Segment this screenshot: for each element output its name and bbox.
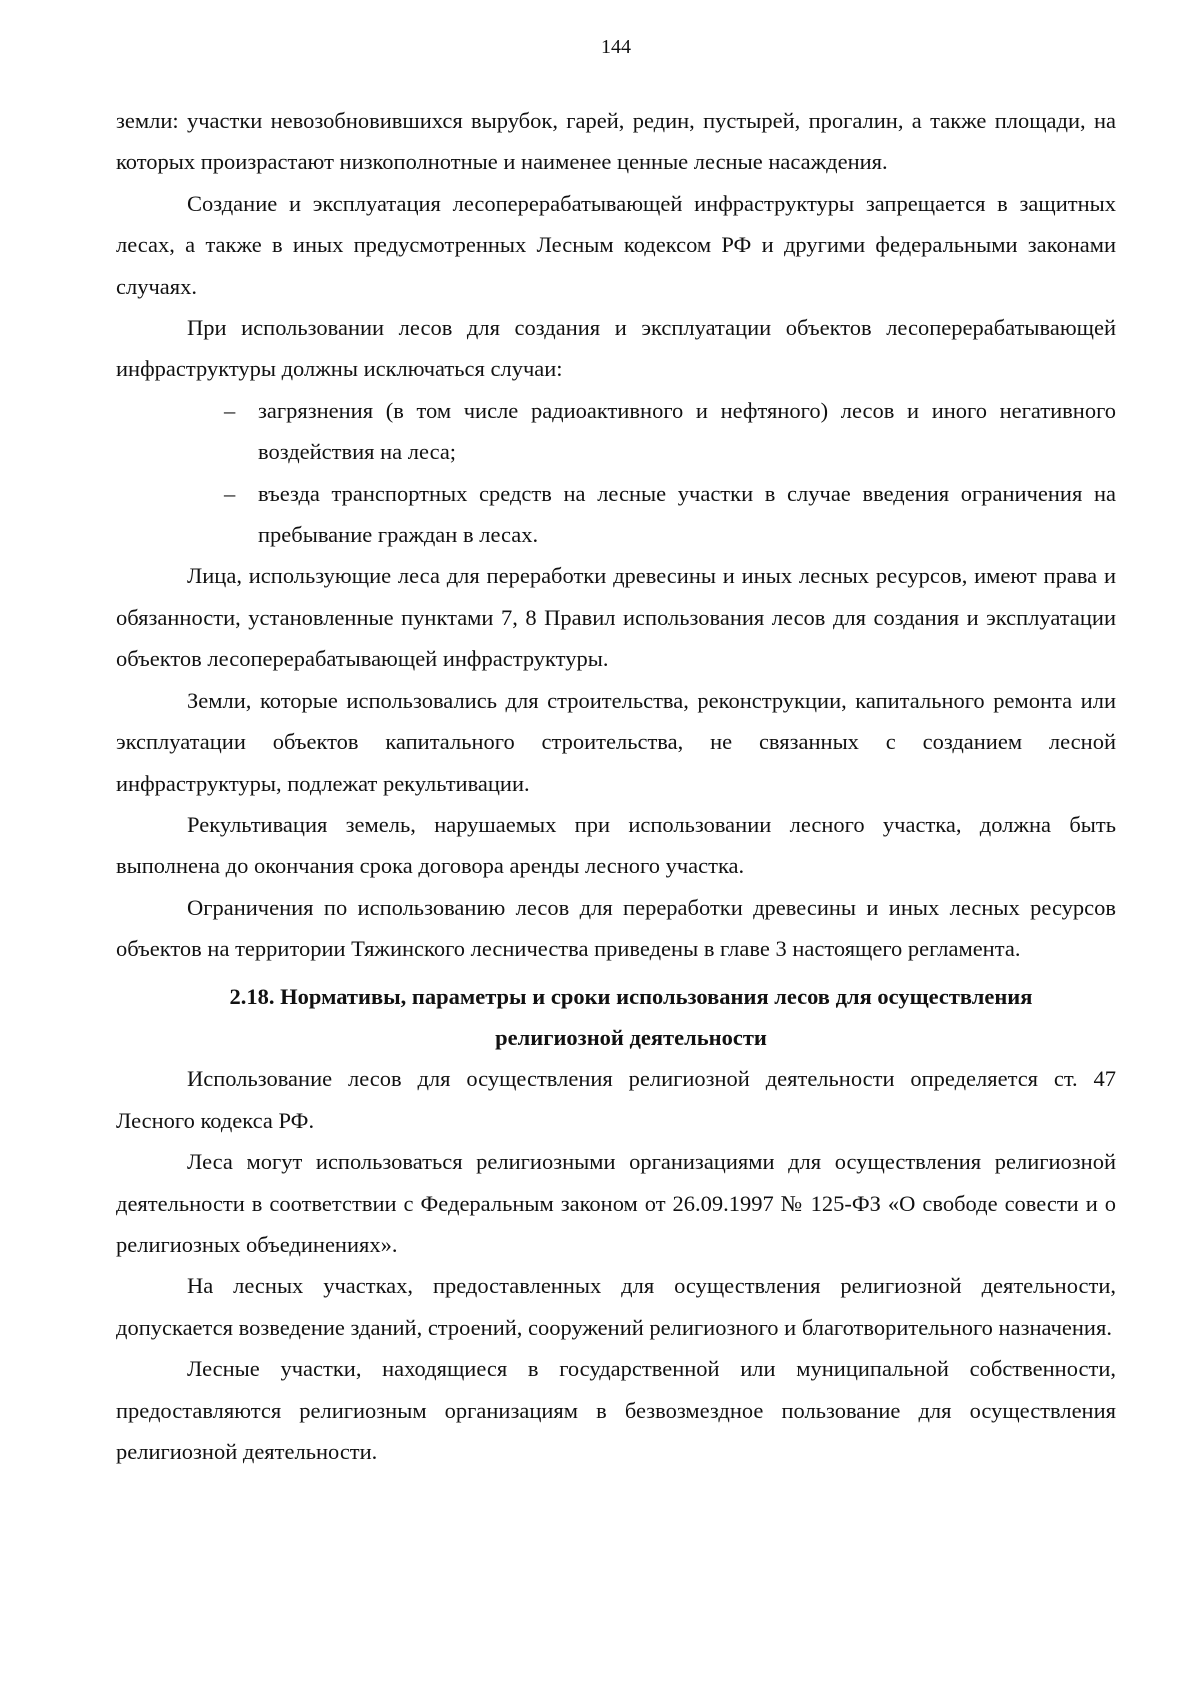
document-page: [116, 34, 1116, 1472]
paragraph-8: Использование лесов для осуществления религиозной деятельности определяется ст. 47 Лесного кодекса РФ.: [116, 1066, 1116, 1133]
paragraph-11: Лесные участки, находящиеся в государственной или муниципальной собственности, предоставляются религиозным организациям в безвозмездное пользование для осуществления религиозной деятельности.: [116, 1356, 1116, 1464]
paragraph-5: Земли, которые использовались для строительства, реконструкции, капитального ремонта или эксплуатации объектов капитального строительства, не связанных с созданием лесной инфраструктуры, подлежат рекультивации.: [116, 687, 1116, 796]
dash-bullet: –: [224, 397, 236, 423]
section-heading: [116, 976, 1116, 1059]
list-item-text: въезда транспортных средств на лесные участки в случае введения ограничения на пребывание граждан в лесах.: [258, 480, 1116, 548]
paragraph-7: Ограничения по использованию лесов для переработки древесины и иных лесных ресурсов объектов на территории Тяжинского лесничества приведены в главе 3 настоящего регламента.: [116, 894, 1116, 962]
list-item: [116, 390, 1116, 473]
paragraph-10: На лесных участках, предоставленных для осуществления религиозной деятельности, допускается возведение зданий, строений, сооружений религиозного и благотворительного назначения.: [116, 1273, 1116, 1340]
section-heading-line-1: 2.18. Нормативы, параметры и сроки использования лесов для осуществления: [229, 983, 1033, 1009]
paragraph-1: земли: участки невозобновившихся вырубок, гарей, редин, пустырей, прогалин, а также площади, на которых произрастают низкополнотные и наименее ценные лесные насаждения.: [116, 108, 1116, 175]
paragraph-6: Рекультивация земель, нарушаемых при использовании лесного участка, должна быть выполнена до окончания срока договора аренды лесного участка.: [116, 811, 1116, 879]
paragraph-4: Лица, использующие леса для переработки древесины и иных лесных ресурсов, имеют права и обязанности, установленные пунктами 7, 8 Правил использования лесов для создания и эксплуатации объектов лесоперерабатывающей инфраструктуры.: [116, 563, 1116, 672]
paragraph-9: Леса могут использоваться религиозными организациями для осуществления религиозной деятельности в соответствии с Федеральным законом от 26.09.1997 № 125-ФЗ «О свободе совести и о религиозных объединениях».: [116, 1149, 1116, 1257]
page-number: 144: [601, 36, 631, 58]
paragraph-2: Создание и эксплуатация лесоперерабатывающей инфраструктуры запрещается в защитных лесах, а также в иных предусмотренных Лесным кодексом РФ и другими федеральными законами случаях.: [116, 190, 1116, 299]
list-item-text: загрязнения (в том числе радиоактивного и нефтяного) лесов и иного негативного воздействия на леса;: [258, 397, 1116, 465]
dash-list: [116, 390, 1116, 556]
section-heading-line-2: религиозной деятельности: [495, 1024, 767, 1050]
paragraph-3: При использовании лесов для создания и эксплуатации объектов лесоперерабатывающей инфраструктуры должны исключаться случаи:: [116, 315, 1116, 382]
list-item: [116, 473, 1116, 556]
dash-bullet: –: [224, 480, 236, 506]
